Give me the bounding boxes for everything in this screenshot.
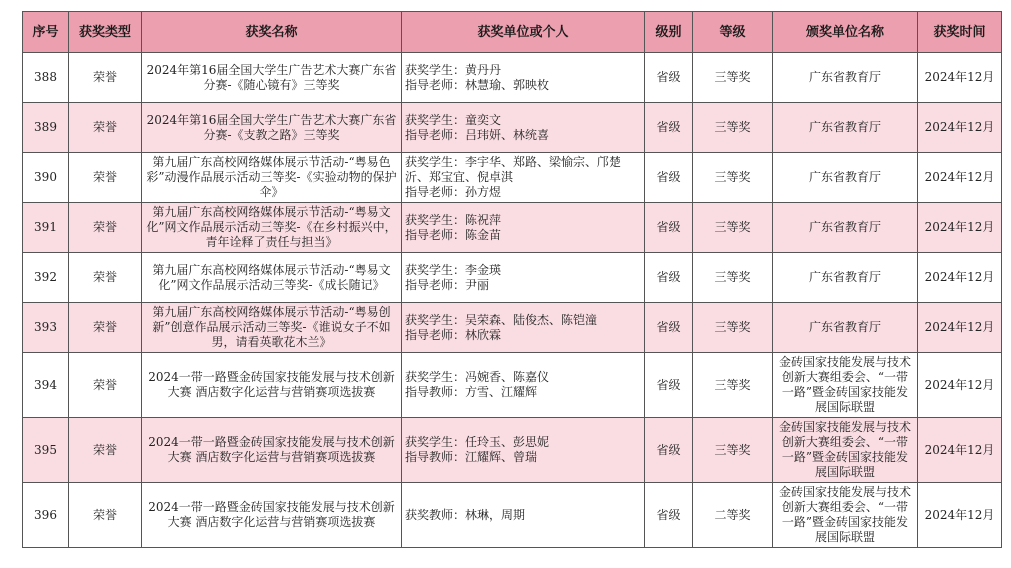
cell-issuer: 广东省教育厅 — [773, 203, 918, 253]
cell-award-name: 第九届广东高校网络媒体展示节活动-“粤易色彩”动漫作品展示活动三等奖-《实验动物的保护伞》 — [142, 153, 402, 203]
table-body — [23, 53, 1002, 548]
cell-winner — [402, 203, 645, 253]
table-row — [23, 203, 1002, 253]
cell-index: 390 — [23, 153, 69, 203]
winner-line: 获奖学生：黄丹丹 — [405, 62, 502, 77]
winner-line: 指导老师：林慧瑜、郭映枚 — [405, 77, 550, 92]
winner-line: 指导老师：林欣霖 — [405, 327, 502, 342]
cell-winner — [402, 303, 645, 353]
cell-winner — [402, 153, 645, 203]
cell-index: 396 — [23, 483, 69, 548]
cell-award-name: 第九届广东高校网络媒体展示节活动-“粤易文化”网文作品展示活动三等奖-《在乡村振兴中，青年诠释了责任与担当》 — [142, 203, 402, 253]
winner-line: 获奖学生：李金瑛 — [405, 262, 502, 277]
cell-grade: 三等奖 — [693, 353, 773, 418]
cell-award-name: 2024年第16届全国大学生广告艺术大赛广东省分赛-《支教之路》三等奖 — [142, 103, 402, 153]
cell-award-name: 2024一带一路暨金砖国家技能发展与技术创新大赛 酒店数字化运营与营销赛项选拔赛 — [142, 483, 402, 548]
cell-award-type: 荣誉 — [69, 153, 142, 203]
cell-issuer: 广东省教育厅 — [773, 53, 918, 103]
cell-winner — [402, 53, 645, 103]
header-date: 获奖时间 — [918, 12, 1002, 53]
cell-issuer: 广东省教育厅 — [773, 253, 918, 303]
cell-level: 省级 — [645, 303, 693, 353]
cell-date: 2024年12月 — [918, 303, 1002, 353]
cell-date: 2024年12月 — [918, 418, 1002, 483]
awards-table-container — [22, 11, 1002, 548]
table-row — [23, 153, 1002, 203]
cell-grade: 三等奖 — [693, 418, 773, 483]
cell-issuer: 金砖国家技能发展与技术创新大赛组委会、“一带一路”暨金砖国家技能发展国际联盟 — [773, 418, 918, 483]
cell-award-type: 荣誉 — [69, 103, 142, 153]
cell-award-name: 第九届广东高校网络媒体展示节活动-“粤易文化”网文作品展示活动三等奖-《成长随记》 — [142, 253, 402, 303]
table-row — [23, 103, 1002, 153]
cell-winner — [402, 353, 645, 418]
cell-grade: 二等奖 — [693, 483, 773, 548]
header-award-type: 获奖类型 — [69, 12, 142, 53]
cell-issuer: 广东省教育厅 — [773, 303, 918, 353]
header-level: 级别 — [645, 12, 693, 53]
cell-award-type: 荣誉 — [69, 53, 142, 103]
winner-line: 指导老师：尹丽 — [405, 277, 490, 292]
winner-line: 获奖学生：任玲玉、彭思妮 — [405, 435, 550, 449]
winner-line: 获奖学生：吴荣森、陆俊杰、陈铠潼 — [405, 312, 598, 327]
cell-award-type: 荣誉 — [69, 303, 142, 353]
header-issuer: 颁奖单位名称 — [773, 12, 918, 53]
table-row — [23, 483, 1002, 548]
cell-award-type: 荣誉 — [69, 418, 142, 483]
cell-winner — [402, 253, 645, 303]
cell-index: 393 — [23, 303, 69, 353]
winner-line: 指导教师：方雪、江耀辉 — [405, 385, 538, 399]
cell-date: 2024年12月 — [918, 53, 1002, 103]
cell-award-type: 荣誉 — [69, 483, 142, 548]
cell-level: 省级 — [645, 53, 693, 103]
header-index: 序号 — [23, 12, 69, 53]
cell-index: 395 — [23, 418, 69, 483]
cell-level: 省级 — [645, 353, 693, 418]
cell-date: 2024年12月 — [918, 253, 1002, 303]
cell-date: 2024年12月 — [918, 153, 1002, 203]
cell-date: 2024年12月 — [918, 353, 1002, 418]
cell-level: 省级 — [645, 418, 693, 483]
awards-table — [22, 11, 1002, 548]
cell-level: 省级 — [645, 153, 693, 203]
cell-level: 省级 — [645, 483, 693, 548]
cell-issuer: 金砖国家技能发展与技术创新大赛组委会、“一带一路”暨金砖国家技能发展国际联盟 — [773, 353, 918, 418]
cell-grade: 三等奖 — [693, 103, 773, 153]
cell-grade: 三等奖 — [693, 153, 773, 203]
cell-award-name: 2024年第16届全国大学生广告艺术大赛广东省分赛-《随心镜有》三等奖 — [142, 53, 402, 103]
cell-date: 2024年12月 — [918, 483, 1002, 548]
cell-grade: 三等奖 — [693, 303, 773, 353]
cell-date: 2024年12月 — [918, 103, 1002, 153]
header-row — [23, 12, 1002, 53]
table-row — [23, 53, 1002, 103]
cell-level: 省级 — [645, 203, 693, 253]
winner-line: 获奖学生：童奕文 — [405, 112, 502, 127]
cell-award-name: 2024一带一路暨金砖国家技能发展与技术创新大赛 酒店数字化运营与营销赛项选拔赛 — [142, 418, 402, 483]
table-row — [23, 253, 1002, 303]
winner-line: 指导教师：江耀辉、曾瑞 — [405, 450, 538, 464]
winner-line: 获奖学生：冯婉香、陈嘉仪 — [405, 370, 550, 384]
cell-index: 391 — [23, 203, 69, 253]
cell-index: 388 — [23, 53, 69, 103]
cell-issuer: 广东省教育厅 — [773, 103, 918, 153]
header-winner: 获奖单位或个人 — [402, 12, 645, 53]
cell-index: 392 — [23, 253, 69, 303]
cell-issuer: 广东省教育厅 — [773, 153, 918, 203]
winner-line: 获奖学生：陈祝萍 — [405, 212, 502, 227]
cell-winner — [402, 103, 645, 153]
table-row — [23, 353, 1002, 418]
cell-grade: 三等奖 — [693, 253, 773, 303]
cell-winner — [402, 483, 645, 548]
cell-award-type: 荣誉 — [69, 203, 142, 253]
cell-level: 省级 — [645, 103, 693, 153]
table-row — [23, 418, 1002, 483]
cell-winner — [402, 418, 645, 483]
winner-line: 获奖教师：林琳，周期 — [405, 507, 526, 522]
winner-line: 获奖学生：李宇华、郑路、梁愉宗、邝楚沂、郑宝宜、倪卓淇 — [405, 155, 622, 184]
winner-line: 指导老师：吕玮妍、林统喜 — [405, 127, 550, 142]
cell-award-name: 第九届广东高校网络媒体展示节活动-“粤易创新”创意作品展示活动三等奖-《谁说女子不如男，请看英歌花木兰》 — [142, 303, 402, 353]
cell-index: 389 — [23, 103, 69, 153]
header-grade: 等级 — [693, 12, 773, 53]
cell-award-name: 2024一带一路暨金砖国家技能发展与技术创新大赛 酒店数字化运营与营销赛项选拔赛 — [142, 353, 402, 418]
cell-award-type: 荣誉 — [69, 253, 142, 303]
header-award-name: 获奖名称 — [142, 12, 402, 53]
table-row — [23, 303, 1002, 353]
winner-line: 指导老师：孙方煜 — [405, 185, 502, 199]
cell-date: 2024年12月 — [918, 203, 1002, 253]
winner-line: 指导老师：陈金苗 — [405, 227, 502, 242]
cell-issuer: 金砖国家技能发展与技术创新大赛组委会、“一带一路”暨金砖国家技能发展国际联盟 — [773, 483, 918, 548]
cell-index: 394 — [23, 353, 69, 418]
cell-level: 省级 — [645, 253, 693, 303]
cell-grade: 三等奖 — [693, 203, 773, 253]
cell-award-type: 荣誉 — [69, 353, 142, 418]
cell-grade: 三等奖 — [693, 53, 773, 103]
